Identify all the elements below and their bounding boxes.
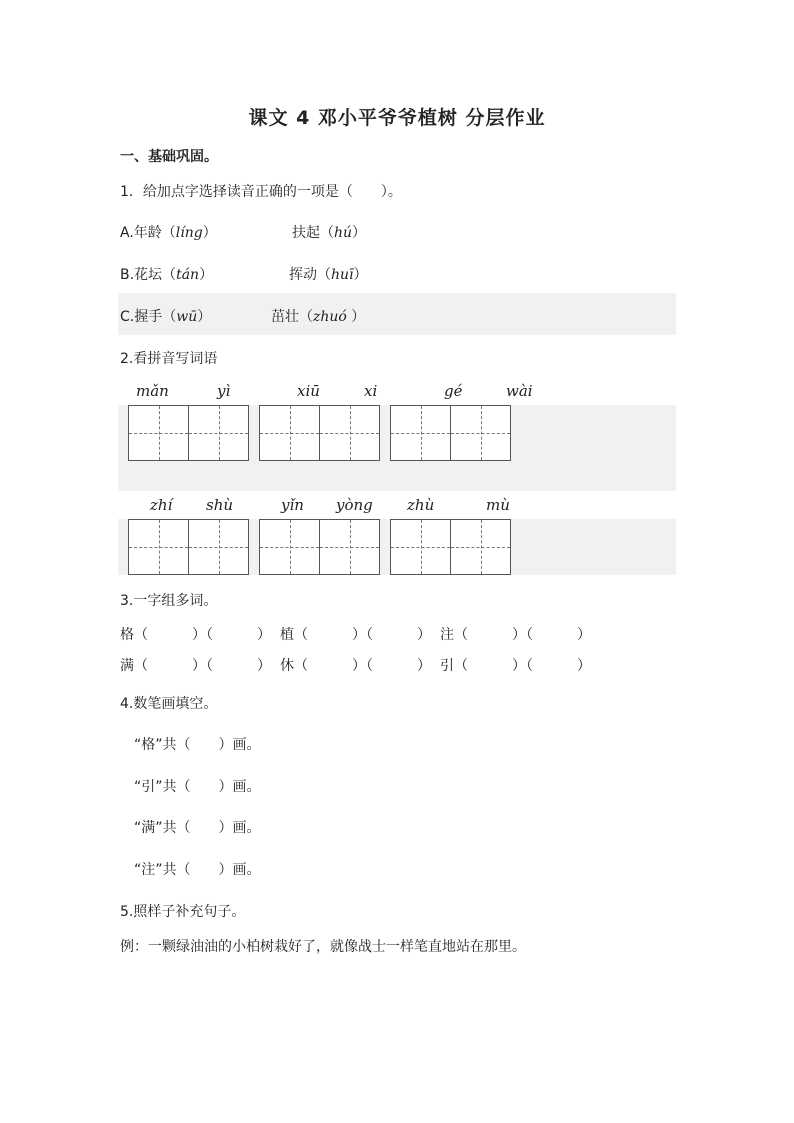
option-a-word: A.年龄（ xyxy=(120,225,176,241)
option-b-pinyin: tán xyxy=(176,267,200,283)
word-group-prefix: 注（ xyxy=(440,627,468,643)
option-b2-pinyin: huī xyxy=(331,267,354,283)
stroke-count-item: “满”共（ ）画。 xyxy=(134,820,261,836)
writing-grid[interactable] xyxy=(390,519,511,575)
pinyin-label: yì xyxy=(217,382,231,400)
option-a2-pinyin: hú xyxy=(334,225,353,241)
word-group-prefix: 植（ xyxy=(280,627,308,643)
word-group-end: ） xyxy=(257,627,271,643)
pinyin-label: xiū xyxy=(297,382,320,400)
writing-cell[interactable] xyxy=(319,519,380,575)
question-2-prompt: 2.看拼音写词语 xyxy=(120,351,218,367)
writing-grid[interactable] xyxy=(128,519,249,575)
section-heading: 一、基础巩固。 xyxy=(120,149,218,165)
word-group-mid: ）（ xyxy=(352,627,373,643)
writing-cell[interactable] xyxy=(128,519,188,575)
writing-cell[interactable] xyxy=(390,519,450,575)
word-group-end: ） xyxy=(577,658,591,674)
option-b-close: ） xyxy=(199,267,214,283)
writing-cell[interactable] xyxy=(390,405,450,461)
word-group-mid: ）（ xyxy=(352,658,373,674)
writing-cell[interactable] xyxy=(450,519,511,575)
word-group-end: ） xyxy=(257,658,271,674)
option-c-word: C.握手（ xyxy=(120,309,177,325)
word-group-prefix: 格（ xyxy=(120,627,148,643)
page-title: 课文 4 邓小平爷爷植树 分层作业 xyxy=(248,107,546,129)
writing-grid[interactable] xyxy=(259,405,380,461)
option-b-second xyxy=(289,264,368,284)
option-c xyxy=(120,306,211,326)
option-c-close: ） xyxy=(197,309,212,325)
stroke-count-item: “引”共（ ）画。 xyxy=(134,779,261,795)
writing-cell[interactable] xyxy=(128,405,188,461)
option-b2-word: 挥动（ xyxy=(289,267,331,283)
writing-cell[interactable] xyxy=(259,405,319,461)
question-4-prompt: 4.数笔画填空。 xyxy=(120,696,218,712)
word-group-prefix: 引（ xyxy=(440,658,468,674)
option-b-word: B.花坛（ xyxy=(120,267,177,283)
option-a-close: ） xyxy=(202,225,217,241)
word-group-end: ） xyxy=(577,627,591,643)
pinyin-label: shù xyxy=(206,496,234,514)
option-a2-word: 扶起（ xyxy=(292,225,334,241)
pinyin-label: zhí xyxy=(150,496,173,514)
writing-cell[interactable] xyxy=(188,519,249,575)
writing-grid[interactable] xyxy=(390,405,511,461)
option-b xyxy=(120,264,213,284)
stroke-count-item: “注”共（ ）画。 xyxy=(134,862,261,878)
pinyin-label: wài xyxy=(506,382,533,400)
option-a xyxy=(120,222,217,242)
option-a2-close: ） xyxy=(352,225,367,241)
pinyin-label: gé xyxy=(444,382,463,400)
word-group-prefix: 休（ xyxy=(280,658,308,674)
question-5-prompt: 5.照样子补充句子。 xyxy=(120,904,246,920)
writing-grid[interactable] xyxy=(128,405,249,461)
pinyin-label: yǐn xyxy=(281,496,304,514)
writing-grid[interactable] xyxy=(259,519,380,575)
word-group-prefix: 满（ xyxy=(120,658,148,674)
word-group-end: ） xyxy=(417,658,431,674)
pinyin-label: zhù xyxy=(407,496,435,514)
pinyin-label: yòng xyxy=(336,496,373,514)
word-group-mid: ）（ xyxy=(512,658,533,674)
writing-cell[interactable] xyxy=(259,519,319,575)
option-c2-close: ） xyxy=(351,309,366,325)
word-group-mid: ）（ xyxy=(512,627,533,643)
question-3-prompt: 3.一字组多词。 xyxy=(120,593,218,609)
writing-cell[interactable] xyxy=(188,405,249,461)
question-1-prompt: 1．给加点字选择读音正确的一项是（ ）。 xyxy=(120,184,402,200)
option-c2-word: 茁壮（ xyxy=(271,309,313,325)
pinyin-label: mǎn xyxy=(136,382,169,400)
option-c2-pinyin: zhuó xyxy=(313,309,352,325)
option-c-pinyin: wū xyxy=(176,309,198,325)
stroke-count-item: “格”共（ ）画。 xyxy=(134,737,261,753)
writing-cell[interactable] xyxy=(319,405,380,461)
pinyin-label: mù xyxy=(486,496,510,514)
pinyin-label: xi xyxy=(364,382,378,400)
option-a-second xyxy=(292,222,366,242)
option-a-pinyin: líng xyxy=(175,225,203,241)
option-c-second xyxy=(271,306,365,326)
writing-cell[interactable] xyxy=(450,405,511,461)
word-group-mid: ）（ xyxy=(192,627,213,643)
option-b2-close: ） xyxy=(353,267,368,283)
word-group-end: ） xyxy=(417,627,431,643)
example-sentence: 例：一颗绿油油的小柏树栽好了，就像战士一样笔直地站在那里。 xyxy=(120,939,526,955)
word-group-mid: ）（ xyxy=(192,658,213,674)
